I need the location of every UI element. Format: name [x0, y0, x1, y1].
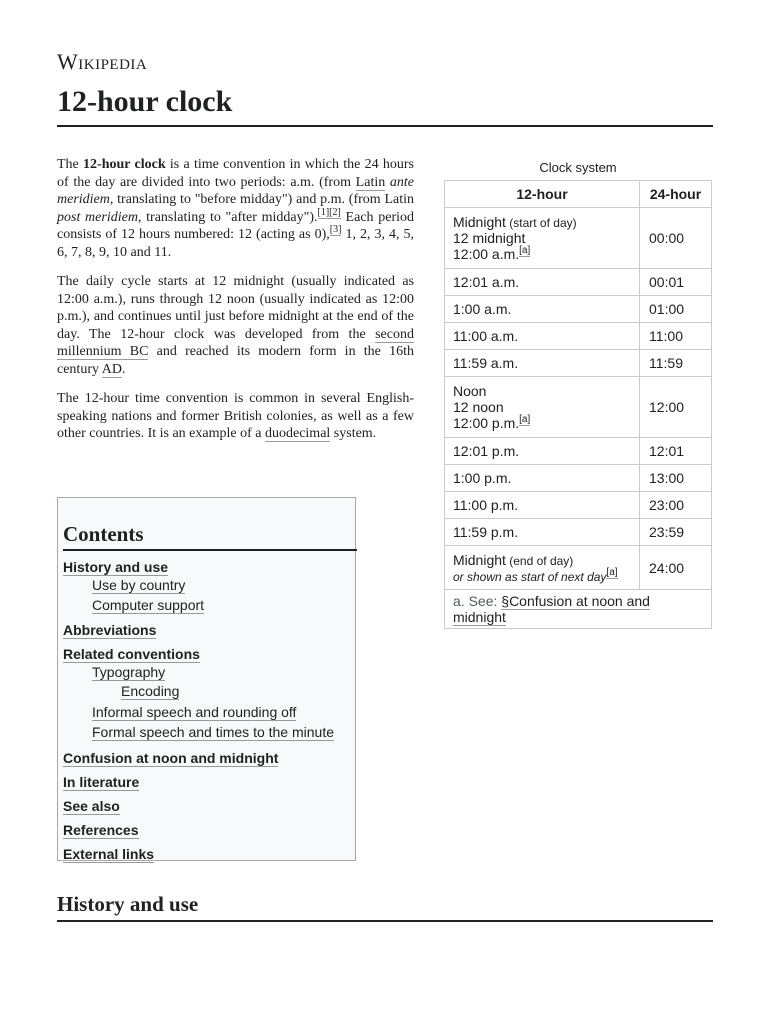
toc-item-label: Related conventions: [63, 646, 200, 662]
link-latin[interactable]: Latin: [355, 174, 386, 190]
toc-item-see-also[interactable]: [63, 798, 120, 814]
toc-item-label: References: [63, 822, 139, 838]
toc-item-label: Abbreviations: [63, 622, 157, 638]
toc-item-label: Informal speech and rounding off: [92, 704, 297, 720]
cell-label: Noon: [453, 383, 487, 399]
page-title: 12-hour clock: [57, 85, 233, 118]
toc-item-use-by-country[interactable]: [92, 577, 185, 593]
clock-system-table: [444, 180, 712, 629]
toc-item-label: Computer support: [92, 597, 205, 613]
reference-2[interactable]: [2]: [329, 206, 341, 218]
cell-12-hour: [445, 546, 640, 590]
cell-12-hour: 11:00 p.m.: [445, 492, 640, 519]
footnote-a-link[interactable]: [a]: [519, 414, 531, 426]
cell-24-hour: 11:00: [640, 323, 712, 350]
cell-24-hour: 12:01: [640, 438, 712, 465]
cell-12-hour: 12:01 a.m.: [445, 269, 640, 296]
link-second-millennium-bc[interactable]: second millennium BC: [57, 326, 414, 359]
toc-item-history-and-use[interactable]: [63, 559, 168, 575]
column-header-24-hour: 24-hour: [640, 181, 712, 208]
cell-note: (end of day): [505, 553, 574, 568]
table-row: [445, 465, 712, 492]
toc-item-label: History and use: [63, 559, 169, 575]
cell-12-hour: 1:00 p.m.: [445, 465, 640, 492]
table-row: [445, 377, 712, 438]
cell-note: (start of day): [505, 216, 577, 230]
intro-paragraph-3: [57, 390, 414, 443]
table-row: [445, 438, 712, 465]
cell-12-hour: 11:59 p.m.: [445, 519, 640, 546]
bold-term: 12-hour clock: [83, 157, 166, 172]
link-ad[interactable]: AD: [101, 361, 122, 377]
toc-item-encoding[interactable]: [121, 683, 179, 699]
cell-24-hour: 01:00: [640, 296, 712, 323]
cell-12-hour: [445, 208, 640, 269]
toc-item-label: Typography: [92, 664, 166, 680]
intro-paragraph-2: [57, 273, 414, 378]
cell-24-hour: 23:59: [640, 519, 712, 546]
text: system.: [330, 426, 377, 441]
cell-line: 12:00 a.m.: [453, 246, 520, 262]
toc-item-typography[interactable]: [92, 664, 165, 680]
toc-item-label: See also: [63, 798, 120, 814]
text: .: [121, 361, 126, 377]
cell-label: Midnight: [453, 214, 506, 230]
toc-item-informal-speech[interactable]: [92, 704, 296, 720]
toc-item-formal-speech[interactable]: [92, 724, 334, 740]
table-row: [445, 296, 712, 323]
toc-item-references[interactable]: [63, 822, 139, 838]
text: is a time convention in which the 24 hours of the day are divided into two periods: a.m. (from: [57, 157, 415, 190]
toc-item-label: In literature: [63, 774, 140, 790]
cell-12-hour: 11:00 a.m.: [445, 323, 640, 350]
toc-item-label: Encoding: [121, 683, 180, 699]
title-underline: [57, 125, 713, 127]
footnote-a-link[interactable]: [a]: [606, 566, 618, 578]
text: , translating to "before midday") and p.m. (from Latin: [109, 192, 414, 207]
text: The daily cycle starts at 12 midnight (usually indicated as 12:00 a.m.), runs through 12 noon (usually indicated as 12:00 p.m.), and continues until just before midnight at the end of the day. The 12-hour clock was developed from the: [57, 274, 414, 342]
footnote-marker: a.: [453, 593, 465, 609]
text: 1, 2, 3, 4, 5, 6, 7, 8, 9, 10 and 11.: [57, 227, 414, 260]
text: , translating to "after midday").: [137, 209, 318, 225]
cell-line: 12:00 p.m.: [453, 415, 520, 431]
section-heading-underline: [57, 920, 713, 922]
footnote-link-confusion[interactable]: §Confusion at noon and midnight: [453, 593, 650, 625]
table-of-contents: [57, 497, 356, 861]
table-footnote-row: [445, 590, 712, 629]
table-row: [445, 350, 712, 377]
table-row: [445, 546, 712, 590]
cell-12-hour: 11:59 a.m.: [445, 350, 640, 377]
column-header-12-hour: 12-hour: [445, 181, 640, 208]
table-row: [445, 208, 712, 269]
reference-3[interactable]: [3]: [329, 224, 342, 236]
text: The: [57, 157, 84, 172]
cell-24-hour: 11:59: [640, 350, 712, 377]
footnote-prefix: See:: [464, 593, 502, 609]
intro-paragraph-1: [57, 156, 414, 261]
table-row: [445, 323, 712, 350]
cell-24-hour: 13:00: [640, 465, 712, 492]
intro-text: [57, 156, 414, 455]
toc-item-label: Confusion at noon and midnight: [63, 750, 279, 766]
toc-item-in-literature[interactable]: [63, 774, 139, 790]
toc-item-related-conventions[interactable]: [63, 646, 200, 662]
footnote-a-link[interactable]: [a]: [519, 245, 531, 257]
wikipedia-wordmark[interactable]: Wikipedia: [57, 49, 148, 74]
cell-line: or shown as start of next day: [453, 569, 607, 584]
italic-term: ante meridiem: [57, 174, 415, 207]
toc-item-external-links[interactable]: [63, 846, 154, 862]
table-row: [445, 492, 712, 519]
cell-label: Midnight: [453, 551, 506, 568]
toc-item-computer-support[interactable]: [92, 597, 204, 613]
cell-12-hour: 1:00 a.m.: [445, 296, 640, 323]
toc-item-label: Use by country: [92, 577, 186, 593]
cell-24-hour: 00:00: [640, 208, 712, 269]
table-row: [445, 519, 712, 546]
cell-24-hour: 24:00: [640, 546, 712, 590]
table-caption: Clock system: [539, 160, 617, 175]
toc-item-confusion-at-noon-and-midnight[interactable]: [63, 750, 278, 766]
toc-item-label: Formal speech and times to the minute: [92, 724, 335, 740]
text: Each period consists of 12 hours numbered: 12 (acting as 0),: [57, 209, 415, 242]
cell-24-hour: 12:00: [640, 377, 712, 438]
table-row: [445, 269, 712, 296]
reference-1[interactable]: [1]: [317, 206, 330, 218]
italic-term: post meridiem: [57, 209, 138, 225]
cell-24-hour: 23:00: [640, 492, 712, 519]
link-duodecimal[interactable]: duodecimal: [264, 426, 331, 441]
cell-12-hour: [445, 377, 640, 438]
text: The 12-hour time convention is common in several English-speaking nations and former British colonies, as well as a few other countries. It is an example of a: [57, 391, 414, 441]
toc-item-abbreviations[interactable]: [63, 622, 156, 638]
toc-item-label: External links: [63, 846, 155, 862]
section-heading-history-and-use: History and use: [57, 892, 199, 916]
toc-title: Contents: [63, 522, 357, 551]
table-footnote: [445, 590, 712, 629]
text: and reached its modern form in the 16th century: [57, 344, 414, 377]
cell-line: 12 noon: [453, 399, 504, 415]
cell-24-hour: 00:01: [640, 269, 712, 296]
cell-line: 12 midnight: [453, 230, 526, 246]
cell-12-hour: 12:01 p.m.: [445, 438, 640, 465]
